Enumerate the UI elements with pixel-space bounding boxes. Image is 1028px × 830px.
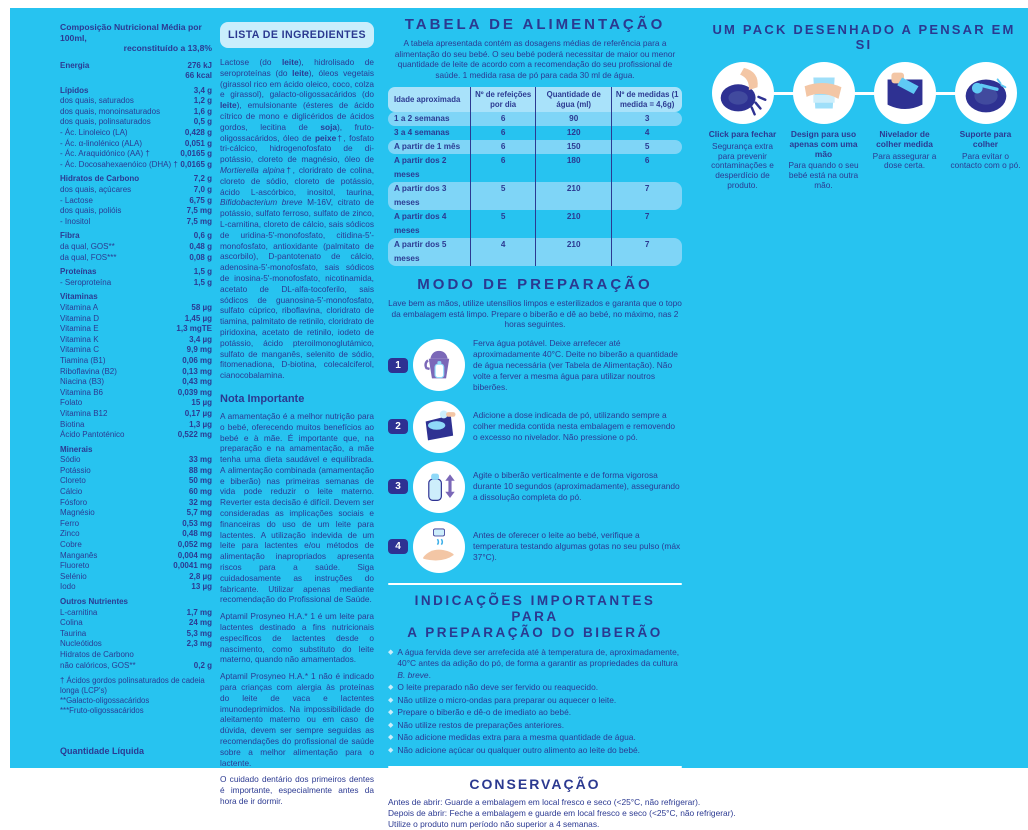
nutrient-label: Vitamina D bbox=[60, 314, 99, 325]
wrist-test-icon bbox=[413, 521, 465, 573]
nutrition-row bbox=[60, 529, 212, 540]
nutrition-row bbox=[60, 139, 212, 150]
nutrition-row bbox=[60, 267, 212, 278]
indication-bullet bbox=[388, 695, 682, 707]
nutrient-label: dos quais, saturados bbox=[60, 96, 134, 107]
nutrient-label: - Ác. Linoleico (LA) bbox=[60, 128, 128, 139]
conservation-line: Utilize o produto num período não superior a 4 semanas. bbox=[388, 819, 868, 830]
feeding-cell: 5 bbox=[611, 140, 682, 154]
nutrition-row bbox=[60, 278, 212, 289]
feeding-cell: 7 bbox=[611, 210, 682, 238]
nutrient-label: Vitaminas bbox=[60, 292, 98, 303]
nutrient-label: Potássio bbox=[60, 466, 91, 477]
pack-feature bbox=[783, 62, 864, 191]
nutrient-value: 1,7 mg bbox=[187, 608, 212, 619]
important-note-paragraphs bbox=[220, 411, 374, 807]
preparation-intro: Lave bem as mãos, utilize utensílios limpos e esterilizados e garanta que o topo da embalagem está limpo. Prepare o biberão e dê ao bebé, no máximo, nas 2 horas seguintes. bbox=[388, 298, 682, 330]
nutrition-row bbox=[60, 86, 212, 97]
nutrient-value: 1,3 µg bbox=[189, 420, 212, 431]
label-background bbox=[10, 8, 1028, 768]
nutrition-row bbox=[60, 253, 212, 264]
feeding-table-header-row bbox=[388, 87, 682, 112]
feature-title: Nivelador de colher medida bbox=[867, 130, 942, 150]
nutrition-row bbox=[60, 335, 212, 346]
nutrition-row bbox=[60, 149, 212, 160]
feeding-cell: 210 bbox=[535, 238, 611, 266]
feeding-cell: A partir dos 3 meses bbox=[388, 182, 470, 210]
bullet-text: A água fervida deve ser arrefecida até à temperatura de, aproximadamente, 40°C antes da adição do pó, de forma a garantir as propriedades da cultura B. breve. bbox=[397, 647, 682, 682]
nutrition-row bbox=[60, 324, 212, 335]
preparation-step bbox=[388, 401, 682, 453]
feeding-cell: 6 bbox=[470, 112, 535, 126]
nutrient-label: L-carnitina bbox=[60, 608, 97, 619]
note-paragraph: Aptamil Prosyneo H.A.* 1 não é indicado para crianças com alergia às proteínas do leite de vaca e lactentes imunodeprimidos. Na impossibilidade do aleitamento materno ou em caso de dúvida, devem ser sempre seguidas as recomendações do profissional de saúde sobre a melhor alimentação para o lactente. bbox=[220, 671, 374, 768]
indication-bullet bbox=[388, 732, 682, 744]
feeding-cell: 6 bbox=[470, 154, 535, 182]
nutrient-value: 32 mg bbox=[189, 498, 212, 509]
nutrition-row bbox=[60, 217, 212, 228]
nutrition-row bbox=[60, 650, 212, 661]
nutrition-row bbox=[60, 572, 212, 583]
nutrient-label: dos quais, açúcares bbox=[60, 185, 131, 196]
nutrition-row bbox=[60, 196, 212, 207]
nutrient-value: 0,53 mg bbox=[182, 519, 212, 530]
nutrition-row bbox=[60, 303, 212, 314]
feeding-cell: A partir dos 5 meses bbox=[388, 238, 470, 266]
nutrient-value: 1,6 g bbox=[194, 107, 212, 118]
feeding-column-header: Nº de refeições por dia bbox=[470, 87, 535, 112]
spoon-support-icon bbox=[955, 62, 1017, 124]
feeding-cell: 7 bbox=[611, 182, 682, 210]
step-text: Adicione a dose indicada de pó, utilizando sempre a colher medida contida nesta embalagem e removendo o excesso no nivelador. Não pressione o pó. bbox=[473, 410, 682, 443]
nutrition-row bbox=[60, 498, 212, 509]
nutrient-label: - Ác. Araquidónico (AA) † bbox=[60, 149, 150, 160]
ingredients-body: Lactose (do leite), hidrolisado de seroproteínas (do leite), óleos vegetais (girassol rico em ácido oleico, coco, colza e girassol), galacto-oligossacáridos (do leite), emulsionante (ésteres de ácido cítrico de mono e diglicéridos de ácidos gordos, lecitina de soja), fruto-oligossacáridos, óleo de peixe†, fosfato tri-cálcico, hidrogenofosfato de di-potássio, cloreto de magnésio, óleo de Mortierella alpina†, cloridrato de colina, cloreto de sódio, cloreto de potássio, ácido L-ascórbico, inositol, taurina, Bifidobacterium breve M-16V, citrato de potássio, sulfato ferroso, sulfato de zinco, L-carnitina, cloreto de cálcio, sais sódicos de uridina-5'-monofosfato, citidina-5'-monofosfato, antioxidante (palmitato de ascorbilo), D-pantotenato de cálcio, adenosina-5'-monofosfato, sais sódicos de inosina-5'-monofosfato, nicotinamida, acetato de DL-alfa-tocoferilo, sais sódicos de guanosina-5'-monofosfato, sulfato cúprico, riboflavina, cloridrato de tiamina, palmitato de retinilo, cloridrato de piridoxina, acetato de retinilo, iodeto de potássio, ácido pteroilmonoglutámico, sulfato de manganês, selenito de sódio, fitomenadiona, D-biotina, colecalciferol, cianocobalamina. bbox=[220, 57, 374, 381]
nutrient-label: Niacina (B3) bbox=[60, 377, 104, 388]
nutrient-label: Selénio bbox=[60, 572, 87, 583]
nutrient-label: Nucleótidos bbox=[60, 639, 102, 650]
nutrient-label: Outros Nutrientes bbox=[60, 597, 128, 608]
click-lid-icon bbox=[712, 62, 774, 124]
feeding-cell: 4 bbox=[470, 238, 535, 266]
feeding-table-row bbox=[388, 238, 682, 266]
diamond-bullet-icon: ◆ bbox=[388, 745, 393, 757]
feature-title: Design para uso apenas com uma mão bbox=[786, 130, 861, 159]
nutrient-value: 0,0165 g bbox=[180, 160, 212, 171]
indication-bullet bbox=[388, 707, 682, 719]
nutrient-label: Tiamina (B1) bbox=[60, 356, 106, 367]
nutrient-label: dos quais, polióis bbox=[60, 206, 121, 217]
kettle-icon bbox=[413, 339, 465, 391]
feeding-cell: A partir dos 2 meses bbox=[388, 154, 470, 182]
feeding-cell: 5 bbox=[470, 210, 535, 238]
pack-features bbox=[702, 62, 1026, 191]
nutrient-label: Cálcio bbox=[60, 487, 82, 498]
nutrient-value: 24 mg bbox=[189, 618, 212, 629]
pack-feature bbox=[864, 62, 945, 191]
conservation-heading: CONSERVAÇÃO bbox=[388, 776, 682, 792]
ingredients-column bbox=[220, 22, 374, 807]
nutrition-row bbox=[60, 551, 212, 562]
nutrition-row bbox=[60, 160, 212, 171]
nutrition-row bbox=[60, 508, 212, 519]
separator-line bbox=[388, 583, 682, 585]
scoop-pack-icon bbox=[413, 401, 465, 453]
nutrition-row bbox=[60, 430, 212, 441]
nutrient-value: 60 mg bbox=[189, 487, 212, 498]
feeding-table-row bbox=[388, 182, 682, 210]
nutrition-row bbox=[60, 409, 212, 420]
feeding-table-row bbox=[388, 112, 682, 126]
nutrient-label: Proteínas bbox=[60, 267, 96, 278]
nutrient-value: 2,3 mg bbox=[187, 639, 212, 650]
preparation-steps bbox=[388, 338, 682, 573]
nutrition-row bbox=[60, 314, 212, 325]
nutrition-row bbox=[60, 476, 212, 487]
nutrient-value: 0,051 g bbox=[185, 139, 212, 150]
feeding-cell: 90 bbox=[535, 112, 611, 126]
nutrient-label: Cloreto bbox=[60, 476, 86, 487]
leveler-icon bbox=[874, 62, 936, 124]
nutrient-label: Zinco bbox=[60, 529, 80, 540]
nutrition-row bbox=[60, 206, 212, 217]
nutrition-title-line1: Composição Nutricional Média por 100ml, bbox=[60, 22, 212, 43]
feeding-cell: 6 bbox=[470, 140, 535, 154]
nutrient-value: 0,0165 g bbox=[180, 149, 212, 160]
nutrient-value: 3,4 µg bbox=[189, 335, 212, 346]
bullet-text: Não adicione medidas extra para a mesma quantidade de água. bbox=[397, 732, 635, 744]
feeding-cell: 6 bbox=[611, 154, 682, 182]
footnote: ***Fruto-oligossacáridos bbox=[60, 706, 212, 716]
nutrition-row bbox=[60, 388, 212, 399]
nutrition-row bbox=[60, 445, 212, 456]
nutrient-value: 0,0041 mg bbox=[173, 561, 212, 572]
nutrient-label: Fibra bbox=[60, 231, 80, 242]
nutrition-row bbox=[60, 487, 212, 498]
important-note-heading: Nota Importante bbox=[220, 393, 374, 405]
diamond-bullet-icon: ◆ bbox=[388, 707, 393, 719]
nutrient-label: Vitamina B12 bbox=[60, 409, 107, 420]
feeding-cell: 180 bbox=[535, 154, 611, 182]
nutrient-label: Vitamina A bbox=[60, 303, 98, 314]
nutrient-label: - Ác. Docosahexaenóico (DHA) † bbox=[60, 160, 178, 171]
nutrient-label: Colina bbox=[60, 618, 83, 629]
nutrient-value: 7,0 g bbox=[194, 185, 212, 196]
preparation-step bbox=[388, 338, 682, 393]
feature-description: Para evitar o contacto com o pó. bbox=[948, 152, 1023, 172]
nutrient-value: 0,48 g bbox=[189, 242, 212, 253]
nutrient-value: 0,428 g bbox=[185, 128, 212, 139]
nutrition-row bbox=[60, 661, 212, 672]
nutrient-label: dos quais, polinsaturados bbox=[60, 117, 151, 128]
nutrient-value: 0,522 mg bbox=[178, 430, 212, 441]
nutrient-value: 0,5 g bbox=[194, 117, 212, 128]
note-paragraph: Aptamil Prosyneo H.A.* 1 é um leite para lactentes destinado a fins nutricionais específicos de lactentes desde o nascimento, como substituto do leite materno, quando não amamentados. bbox=[220, 611, 374, 665]
nutrient-value: 6,75 g bbox=[189, 196, 212, 207]
nutrient-label: Lípidos bbox=[60, 86, 88, 97]
nutrition-title bbox=[60, 22, 212, 54]
nutrient-value: 7,5 mg bbox=[187, 206, 212, 217]
nutrient-value: 0,17 µg bbox=[185, 409, 212, 420]
nutrition-row bbox=[60, 117, 212, 128]
indications-heading-line1: INDICAÇÕES IMPORTANTES PARA bbox=[388, 593, 682, 625]
nutrient-label: Hidratos de Carbono bbox=[60, 650, 134, 661]
nutrition-row bbox=[60, 639, 212, 650]
nutrition-row bbox=[60, 356, 212, 367]
nutrient-value: 1,5 g bbox=[194, 267, 212, 278]
step-number-badge: 1 bbox=[388, 358, 408, 373]
feeding-cell: 4 bbox=[611, 126, 682, 140]
pack-feature bbox=[945, 62, 1026, 191]
feeding-cell: 7 bbox=[611, 238, 682, 266]
feeding-column-header: Quantidade de água (ml) bbox=[535, 87, 611, 112]
feeding-cell: 3 a 4 semanas bbox=[388, 126, 470, 140]
feeding-cell: 150 bbox=[535, 140, 611, 154]
nutrition-row bbox=[60, 398, 212, 409]
feeding-table-heading: TABELA DE ALIMENTAÇÃO bbox=[388, 16, 682, 33]
footnote: † Ácidos gordos polinsaturados de cadeia longa (LCP's) bbox=[60, 676, 212, 696]
one-hand-icon bbox=[793, 62, 855, 124]
feeding-cell: 120 bbox=[535, 126, 611, 140]
step-number-badge: 4 bbox=[388, 539, 408, 554]
nutrition-row bbox=[60, 466, 212, 477]
nutrition-row bbox=[60, 61, 212, 72]
nutrient-label: Taurina bbox=[60, 629, 86, 640]
nutrient-value: 33 mg bbox=[189, 455, 212, 466]
nutrient-label: - Seroproteína bbox=[60, 278, 111, 289]
note-paragraph: A amamentação é a melhor nutrição para o bebé, oferecendo muitos benefícios ao bebé e à mãe. É importante que, na preparação e na amamentação, a mãe tenha uma dieta saudável e equilibrada. A alimentação combinada (amamentação e biberão) nas primeiras semanas de vida pode reduzir o leite materno. Reverter esta decisão é difícil. Devem ser consideradas as implicações sociais e financeiras do uso de um leite para lactentes. A utilização indevida de um leite para lactentes e/ou métodos de alimentação inapropriados apresenta riscos para a saúde. Siga cuidadosamente as instruções do fabricante. Utilizar apenas mediante recomendação do Profissional de Saúde. bbox=[220, 411, 374, 605]
feeding-cell: 210 bbox=[535, 182, 611, 210]
nutrient-label: - Lactose bbox=[60, 196, 93, 207]
nutrient-value: 15 µg bbox=[191, 398, 212, 409]
nutrition-title-line2: reconstituído a 13,8% bbox=[60, 43, 212, 54]
nutrient-label: Folato bbox=[60, 398, 82, 409]
nutrient-value: 58 µg bbox=[191, 303, 212, 314]
nutrient-label: Biotina bbox=[60, 420, 84, 431]
feeding-table-row bbox=[388, 210, 682, 238]
conservation-section bbox=[388, 776, 868, 830]
feeding-cell: 5 bbox=[470, 182, 535, 210]
bullet-text: Prepare o biberão e dê-o de imediato ao bebé. bbox=[397, 707, 571, 719]
feature-description: Para assegurar a dose certa. bbox=[867, 152, 942, 172]
nutrient-label: dos quais, monoinsaturados bbox=[60, 107, 160, 118]
nutrient-label: Vitamina B6 bbox=[60, 388, 103, 399]
nutrition-row bbox=[60, 128, 212, 139]
nutrient-value: 1,3 mgTE bbox=[176, 324, 212, 335]
nutrient-value: 1,45 µg bbox=[185, 314, 212, 325]
nutrition-row bbox=[60, 96, 212, 107]
nutrient-label: Vitamina E bbox=[60, 324, 99, 335]
feeding-cell: 3 bbox=[611, 112, 682, 126]
nutrient-value: 0,13 mg bbox=[182, 367, 212, 378]
feature-title: Suporte para colher bbox=[948, 130, 1023, 150]
nutrient-value: 5,7 mg bbox=[187, 508, 212, 519]
nutrient-label: Energia bbox=[60, 61, 89, 72]
preparation-heading: MODO DE PREPARAÇÃO bbox=[388, 276, 682, 293]
nutrient-label: Vitamina K bbox=[60, 335, 99, 346]
nutrient-label: Sódio bbox=[60, 455, 80, 466]
nutrition-row bbox=[60, 561, 212, 572]
nutrient-value: 13 µg bbox=[191, 582, 212, 593]
bullet-text: O leite preparado não deve ser fervido ou reaquecido. bbox=[397, 682, 598, 694]
step-text: Antes de oferecer o leite ao bebé, verifique a temperatura testando algumas gotas no seu pulso (máx 37°C). bbox=[473, 530, 682, 563]
diamond-bullet-icon: ◆ bbox=[388, 647, 393, 682]
nutrition-row bbox=[60, 185, 212, 196]
nutrition-table bbox=[60, 61, 212, 672]
nutrient-label: Vitamina C bbox=[60, 345, 99, 356]
nutrition-row bbox=[60, 345, 212, 356]
feature-description: Segurança extra para prevenir contaminações e desperdício de produto. bbox=[705, 142, 780, 191]
nutrition-row bbox=[60, 242, 212, 253]
nutrient-label: Ferro bbox=[60, 519, 79, 530]
nutrient-label: da qual, FOS*** bbox=[60, 253, 116, 264]
diamond-bullet-icon: ◆ bbox=[388, 732, 393, 744]
feeding-cell: 210 bbox=[535, 210, 611, 238]
nutrient-value: 66 kcal bbox=[185, 71, 212, 82]
pack-feature bbox=[702, 62, 783, 191]
nutrition-row bbox=[60, 597, 212, 608]
bullet-text: Não utilize o micro-ondas para preparar ou aquecer o leite. bbox=[397, 695, 616, 707]
nutrient-value: 0,43 mg bbox=[182, 377, 212, 388]
nutrient-label: Cobre bbox=[60, 540, 82, 551]
nutrient-label: Ácido Pantoténico bbox=[60, 430, 125, 441]
nutrient-value: 0,06 mg bbox=[182, 356, 212, 367]
preparation-step bbox=[388, 521, 682, 573]
net-quantity-label: Quantidade Líquida bbox=[60, 746, 212, 756]
nutrition-row bbox=[60, 420, 212, 431]
pack-column bbox=[702, 22, 1026, 191]
footnote: **Galacto-oligossacáridos bbox=[60, 696, 212, 706]
nutrition-row bbox=[60, 231, 212, 242]
step-number-badge: 2 bbox=[388, 419, 408, 434]
nutrient-label: - Inositol bbox=[60, 217, 90, 228]
nutrient-label: Fluoreto bbox=[60, 561, 89, 572]
nutrition-row bbox=[60, 519, 212, 530]
feature-description: Para quando o seu bebé está na outra mão. bbox=[786, 161, 861, 190]
feeding-table-row bbox=[388, 126, 682, 140]
nutrition-column bbox=[60, 22, 212, 756]
indications-bullets bbox=[388, 647, 682, 757]
feeding-table-row bbox=[388, 140, 682, 154]
nutrient-label: Iodo bbox=[60, 582, 76, 593]
nutrition-row bbox=[60, 174, 212, 185]
indication-bullet bbox=[388, 682, 682, 694]
nutrient-label: Minerais bbox=[60, 445, 92, 456]
nutrient-value: 50 mg bbox=[189, 476, 212, 487]
nutrient-value: 0,039 mg bbox=[178, 388, 212, 399]
nutrient-value: 0,004 mg bbox=[178, 551, 212, 562]
indications-heading bbox=[388, 593, 682, 641]
nutrient-label: Magnésio bbox=[60, 508, 95, 519]
nutrition-row bbox=[60, 292, 212, 303]
nutrient-label: Riboflavina (B2) bbox=[60, 367, 117, 378]
nutrient-value: 1,2 g bbox=[194, 96, 212, 107]
nutrient-value: 9,9 mg bbox=[187, 345, 212, 356]
nutrition-row bbox=[60, 107, 212, 118]
nutrient-value: 1,5 g bbox=[194, 278, 212, 289]
ingredients-heading: LISTA DE INGREDIENTES bbox=[228, 29, 366, 41]
feeding-column-header: Idade aproximada bbox=[388, 87, 470, 112]
nutrient-value: 276 kJ bbox=[188, 61, 212, 72]
bullet-text: Não utilize restos de preparações anteriores. bbox=[397, 720, 564, 732]
bullet-text: Não adicione açúcar ou qualquer outro alimento ao leite do bebé. bbox=[397, 745, 640, 757]
nutrition-row bbox=[60, 377, 212, 388]
nutrient-label: - Ác. α-linolénico (ALA) bbox=[60, 139, 142, 150]
nutrient-value: 3,4 g bbox=[194, 86, 212, 97]
feeding-cell: 6 bbox=[470, 126, 535, 140]
nutrition-row bbox=[60, 540, 212, 551]
feeding-column-header: Nº de medidas (1 medida = 4,6g) bbox=[611, 87, 682, 112]
note-paragraph: O cuidado dentário dos primeiros dentes é importante, especialmente antes da hora de ir dormir. bbox=[220, 774, 374, 806]
feeding-cell: A partir dos 4 meses bbox=[388, 210, 470, 238]
feeding-intro: A tabela apresentada contém as dosagens médias de referência para a alimentação do seu bebé. O seu bebé poderá necessitar de maior ou menor quantidade de leite de acordo com a recomendação do seu profissional de saúde. 1 medida rasa de pó para cada 30 ml de água. bbox=[388, 38, 682, 80]
feeding-cell: 1 a 2 semanas bbox=[388, 112, 470, 126]
nutrition-row bbox=[60, 71, 212, 82]
nutrition-row bbox=[60, 367, 212, 378]
nutrient-value: 0,052 mg bbox=[178, 540, 212, 551]
feeding-table bbox=[388, 87, 682, 266]
nutrition-row bbox=[60, 582, 212, 593]
conservation-line: Depois de abrir: Feche a embalagem e guarde em local fresco e seco (<25°C, não refrigerar). bbox=[388, 808, 868, 819]
feeding-table-row bbox=[388, 154, 682, 182]
feature-title: Click para fechar bbox=[705, 130, 780, 140]
nutrient-value: 0,6 g bbox=[194, 231, 212, 242]
diamond-bullet-icon: ◆ bbox=[388, 720, 393, 732]
nutrient-label: Fósforo bbox=[60, 498, 87, 509]
indication-bullet bbox=[388, 745, 682, 757]
nutrition-row bbox=[60, 608, 212, 619]
diamond-bullet-icon: ◆ bbox=[388, 695, 393, 707]
step-text: Ferva água potável. Deixe arrefecer até aproximadamente 40°C. Deite no biberão a quantidade de água necessária (ver Tabela de Alimentação). Não volte a ferver a mesma água para utilizar noutros biberões. bbox=[473, 338, 682, 393]
nutrient-label: Hidratos de Carbono bbox=[60, 174, 139, 185]
step-text: Agite o biberão verticalmente e de forma vigorosa durante 10 segundos (aproximadamente), assegurando a dissolução completa do pó. bbox=[473, 470, 682, 503]
shake-bottle-icon bbox=[413, 461, 465, 513]
pack-heading: UM PACK DESENHADO A PENSAR EM SI bbox=[702, 22, 1026, 52]
nutrient-value: 0,2 g bbox=[194, 661, 212, 672]
nutrition-row bbox=[60, 618, 212, 629]
nutrient-value: 0,08 g bbox=[189, 253, 212, 264]
nutrient-label: Manganês bbox=[60, 551, 97, 562]
nutrient-value: 2,8 µg bbox=[189, 572, 212, 583]
conservation-lines bbox=[388, 797, 868, 830]
indications-heading-line2: A PREPARAÇÃO DO BIBERÃO bbox=[388, 625, 682, 641]
nutrient-value: 7,2 g bbox=[194, 174, 212, 185]
nutrient-value: 7,5 mg bbox=[187, 217, 212, 228]
nutrient-label: da qual, GOS** bbox=[60, 242, 115, 253]
conservation-line: Antes de abrir: Guarde a embalagem em local fresco e seco (<25°C, não refrigerar). bbox=[388, 797, 868, 808]
nutrient-value: 0,48 mg bbox=[182, 529, 212, 540]
nutrient-label: não calóricos, GOS** bbox=[60, 661, 136, 672]
indication-bullet bbox=[388, 647, 682, 682]
nutrition-row bbox=[60, 629, 212, 640]
step-number-badge: 3 bbox=[388, 479, 408, 494]
nutrient-value: 88 mg bbox=[189, 466, 212, 477]
feeding-cell: A partir de 1 mês bbox=[388, 140, 470, 154]
nutrition-row bbox=[60, 455, 212, 466]
ingredients-heading-box bbox=[220, 22, 374, 48]
preparation-step bbox=[388, 461, 682, 513]
nutrient-value: 5,3 mg bbox=[187, 629, 212, 640]
nutrition-footnotes bbox=[60, 676, 212, 716]
indication-bullet bbox=[388, 720, 682, 732]
diamond-bullet-icon: ◆ bbox=[388, 682, 393, 694]
main-column bbox=[388, 16, 682, 830]
